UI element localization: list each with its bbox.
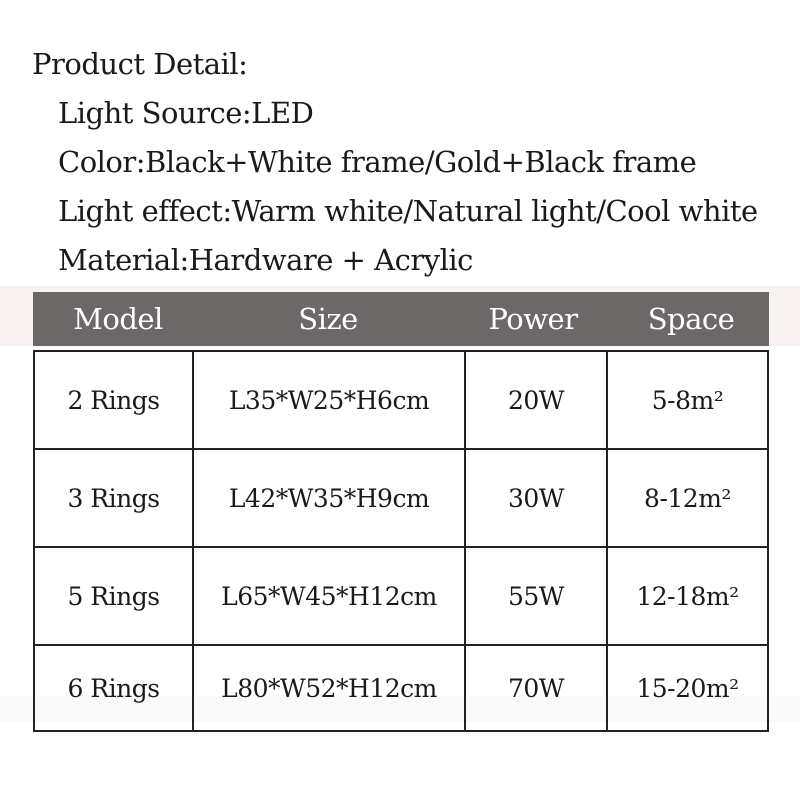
- table-header: [33, 292, 769, 346]
- cell-power: 20W: [466, 352, 608, 448]
- cell-model: 3 Rings: [35, 450, 194, 546]
- cell-power: 70W: [466, 646, 608, 730]
- table-row: [35, 548, 767, 646]
- product-detail-title: Product Detail:: [32, 47, 248, 81]
- light-effect-line: Light effect:Warm white/Natural light/Cool white: [58, 194, 758, 228]
- cell-model: 6 Rings: [35, 646, 194, 730]
- cell-space: 15-20m²: [636, 673, 739, 703]
- header-model: Model: [73, 302, 163, 336]
- cell-space: 5-8m²: [651, 385, 724, 415]
- color-line: Color:Black+White frame/Gold+Black frame: [58, 145, 697, 179]
- table-row: [35, 352, 767, 450]
- cell-space: 12-18m²: [636, 581, 739, 611]
- cell-size: L65*W45*H12cm: [194, 548, 466, 644]
- cell-model: 5 Rings: [35, 548, 194, 644]
- header-power: Power: [488, 302, 578, 336]
- cell-size: L35*W25*H6cm: [194, 352, 466, 448]
- cell-size: L42*W35*H9cm: [194, 450, 466, 546]
- cell-power: 30W: [466, 450, 608, 546]
- light-source-line: Light Source:LED: [58, 96, 314, 130]
- cell-power: 55W: [466, 548, 608, 644]
- header-space: Space: [647, 302, 735, 336]
- table-row: [35, 646, 767, 730]
- header-size: Size: [298, 302, 358, 336]
- table-body: [33, 350, 769, 732]
- cell-size: L80*W52*H12cm: [194, 646, 466, 730]
- cell-model: 2 Rings: [35, 352, 194, 448]
- table-row: [35, 450, 767, 548]
- material-line: Material:Hardware + Acrylic: [58, 243, 473, 277]
- cell-space: 8-12m²: [644, 483, 731, 513]
